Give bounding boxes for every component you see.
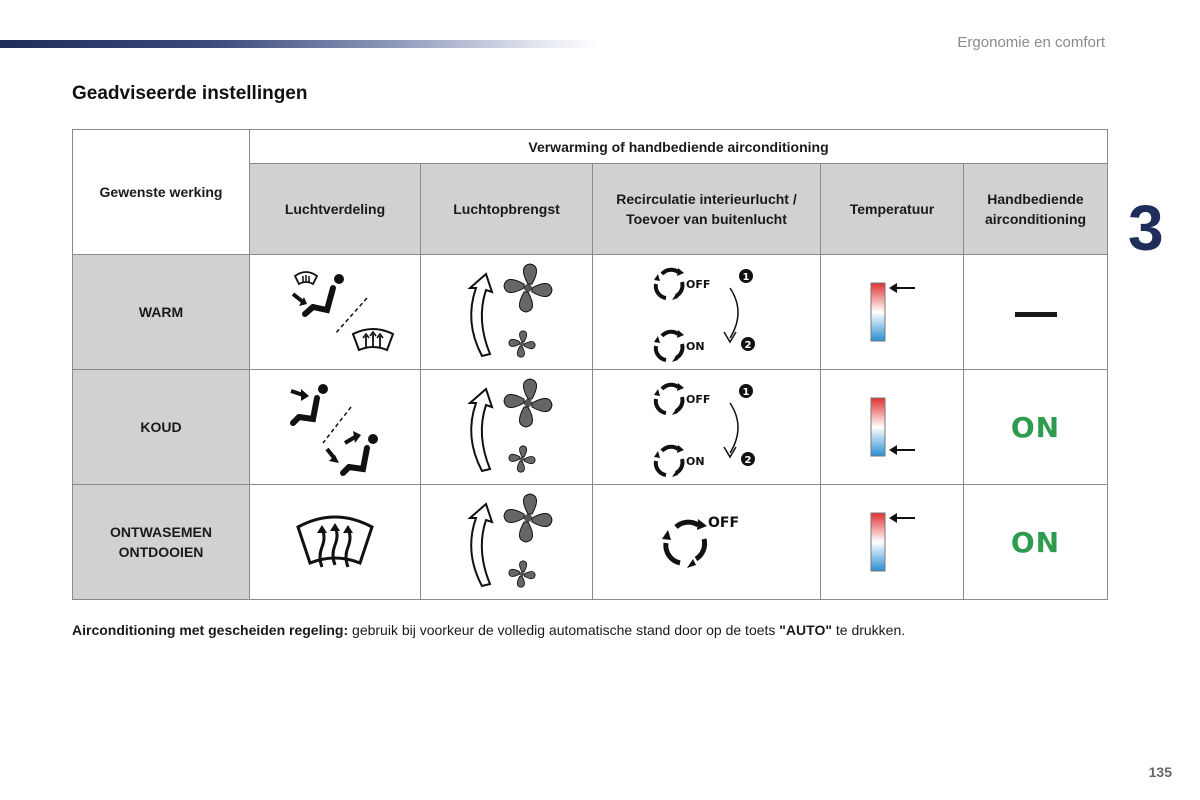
recirc-on-label: ON	[685, 455, 705, 468]
temperature-gauge-icon	[857, 277, 927, 347]
row-label: ONTWASEMEN	[110, 524, 212, 540]
step-1-number: 1	[742, 387, 749, 398]
col-label: Luchtopbrengst	[453, 201, 560, 217]
col-header-airflow	[421, 164, 593, 255]
col-header-distribution	[250, 164, 421, 255]
temperature-gauge-icon	[857, 392, 927, 462]
recirculation-cell	[593, 370, 821, 485]
recommended-settings-table	[72, 129, 1108, 600]
recirc-off-label: OFF	[685, 278, 710, 291]
windscreen-and-seat-icon	[275, 262, 395, 362]
row-label-secondary: ONTDOOIEN	[118, 544, 204, 560]
row-header-cell	[73, 130, 250, 255]
step-2-number: 2	[744, 455, 751, 466]
col-label: Luchtverdeling	[284, 201, 386, 217]
ac-on-label: ON	[1010, 410, 1061, 444]
recirc-off-label: OFF	[685, 393, 710, 406]
ac-cell	[964, 255, 1108, 370]
distribution-cell	[250, 485, 421, 600]
row-header-label: Gewenste werking	[99, 184, 223, 200]
fan-speed-icon	[452, 260, 562, 364]
header-gradient-bar	[0, 40, 600, 48]
face-and-feet-vents-icon	[275, 377, 395, 477]
ac-dash	[1015, 312, 1057, 317]
row-label-warm	[73, 255, 250, 370]
ac-cell	[964, 370, 1108, 485]
ac-cell	[964, 485, 1108, 600]
row-label: KOUD	[140, 419, 182, 435]
ac-on-label: ON	[1010, 525, 1061, 559]
fan-speed-icon	[452, 490, 562, 594]
temperature-cell	[821, 370, 964, 485]
col-label: Recirculatie interieurlucht / Toevoer van buitenlucht	[616, 191, 797, 227]
recirc-off-on-icon	[642, 262, 772, 362]
footnote-lead: Airconditioning met gescheiden regeling:	[72, 622, 349, 638]
recirculation-cell	[593, 255, 821, 370]
footnote-text: gebruik bij voorkeur de volledig automatische stand door op de toets	[348, 622, 780, 638]
col-label: Temperatuur	[849, 201, 935, 217]
temperature-cell	[821, 485, 964, 600]
section-header-label: Ergonomie en comfort	[957, 34, 1105, 51]
chapter-number: 3	[1128, 192, 1164, 264]
row-label-demist	[73, 485, 250, 600]
col-header-ac	[964, 164, 1108, 255]
airflow-cell	[421, 370, 593, 485]
page-title: Geadviseerde instellingen	[72, 83, 308, 104]
temperature-cell	[821, 255, 964, 370]
row-label-koud	[73, 370, 250, 485]
page-number: 135	[1148, 764, 1172, 780]
distribution-cell	[250, 370, 421, 485]
step-1-number: 1	[742, 272, 749, 283]
col-header-temperature	[821, 164, 964, 255]
temperature-gauge-icon	[857, 507, 927, 577]
recirc-on-label: ON	[685, 340, 705, 353]
recirc-off-on-icon	[642, 377, 772, 477]
group-header-label: Verwarming of handbediende airconditioning	[528, 138, 829, 155]
footnote-text-end: te drukken.	[831, 622, 906, 638]
footnote-key: "AUTO"	[779, 622, 832, 638]
windscreen-demist-icon	[290, 507, 380, 577]
col-label: Handbediende airconditioning	[984, 191, 1087, 227]
distribution-cell	[250, 255, 421, 370]
step-2-number: 2	[744, 340, 751, 351]
airflow-cell	[421, 255, 593, 370]
row-label: WARM	[138, 304, 184, 320]
recirc-off-icon	[652, 507, 762, 577]
airflow-cell	[421, 485, 593, 600]
recirc-off-label: OFF	[707, 515, 739, 531]
footnote	[72, 622, 1112, 638]
fan-speed-icon	[452, 375, 562, 479]
recirculation-cell	[593, 485, 821, 600]
col-header-recirculation	[593, 164, 821, 255]
group-header-cell	[250, 130, 1108, 164]
